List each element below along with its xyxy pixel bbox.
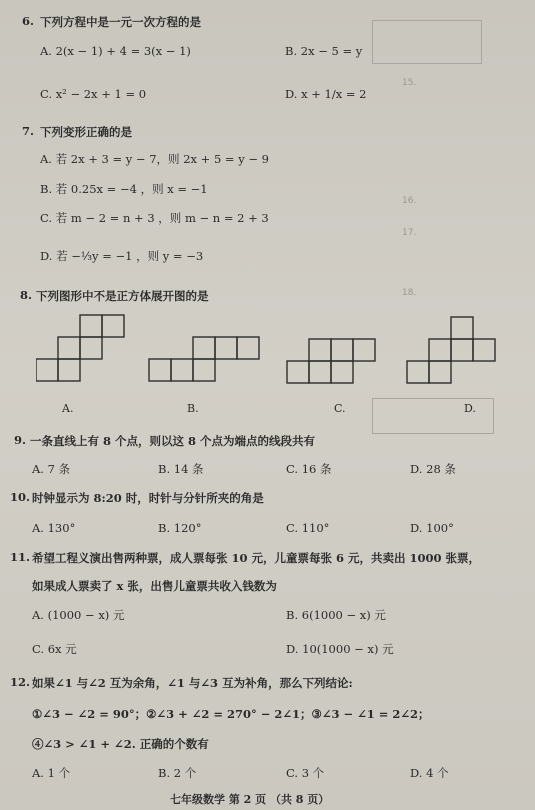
option-c: C. 6x 元 [32,642,77,656]
option-a: A. 若 2x + 3 = y − 7，则 2x + 5 = y − 9 [40,152,269,166]
bleed-through-text: 18. [402,288,417,298]
option-a: A. 2(x − 1) + 4 = 3(x − 1) [40,44,191,58]
bleed-through-text: 16. [402,196,417,206]
option-b: B. [187,402,199,415]
cube-net-d [406,316,498,386]
cube-net-b [148,336,263,384]
question-stem: 希望工程义演出售两种票，成人票每张 10 元，儿童票每张 6 元，共卖出 1000 张票， [32,551,481,565]
question-number: 10. [10,490,31,504]
option-d: D. 28 条 [410,462,456,476]
option-b: B. 2x − 5 = y [285,44,363,58]
question-stem: 下列图形中不是正方体展开图的是 [36,289,209,303]
option-d: D. [464,402,476,415]
option-b: B. 14 条 [158,462,204,476]
cube-net-a [36,314,126,384]
option-a: A. [62,402,74,415]
bleed-through-box [372,20,482,64]
question-stem: 下列方程中是一元一次方程的是 [40,15,201,29]
option-a: A. 7 条 [32,462,71,476]
question-stem: 一条直线上有 8 个点，则以这 8 个点为端点的线段共有 [30,434,316,448]
option-b: B. 6(1000 − x) 元 [286,608,386,622]
question-number: 9. [14,433,27,447]
option-c: C. 若 m − 2 = n + 3 ，则 m − n = 2 + 3 [40,211,269,225]
bleed-through-text: 15. [402,78,417,88]
option-c: C. 110° [286,521,330,535]
option-c: C. x² − 2x + 1 = 0 [40,87,147,101]
question-stem: 下列变形正确的是 [40,125,132,139]
cube-net-c [286,338,378,386]
question-number: 7. [22,124,35,138]
option-d: D. 100° [410,521,454,535]
option-d: D. 10(1000 − x) 元 [286,642,394,656]
option-b: B. 120° [158,521,202,535]
question-number: 6. [22,14,35,28]
option-c: C. [334,402,346,415]
option-b: B. 若 0.25x = −4 ，则 x = −1 [40,182,208,196]
question-stem: 时钟显示为 8:20 时，时针与分针所夹的角是 [32,491,264,505]
option-b: B. 2 个 [158,766,197,780]
option-a: A. 130° [32,521,76,535]
question-stem-line2: ①∠3 − ∠2 = 90°；②∠3 + ∠2 = 270° − 2∠1；③∠3 − ∠1 = 2∠2； [32,707,430,721]
option-d: D. 若 −⅓y = −1 ，则 y = −3 [40,249,204,263]
option-d: D. 4 个 [410,766,449,780]
page-footer: 七年级数学 第 2 页 （共 8 页） [170,793,330,806]
option-c: C. 16 条 [286,462,332,476]
question-stem-line2: 如果成人票卖了 x 张，出售儿童票共收入钱数为 [32,579,277,593]
question-stem: 如果∠1 与∠2 互为余角，∠1 与∠3 互为补角，那么下列结论: [32,676,353,690]
question-number: 12. [10,675,31,689]
question-number: 11. [10,550,31,564]
bleed-through-text: 17. [402,228,417,238]
option-c: C. 3 个 [286,766,325,780]
option-d: D. x + 1/x = 2 [285,87,367,101]
question-number: 8. [20,288,33,302]
option-a: A. 1 个 [32,766,71,780]
option-a: A. (1000 − x) 元 [32,608,125,622]
question-stem-line3: ④∠3 > ∠1 + ∠2. 正确的个数有 [32,737,209,751]
